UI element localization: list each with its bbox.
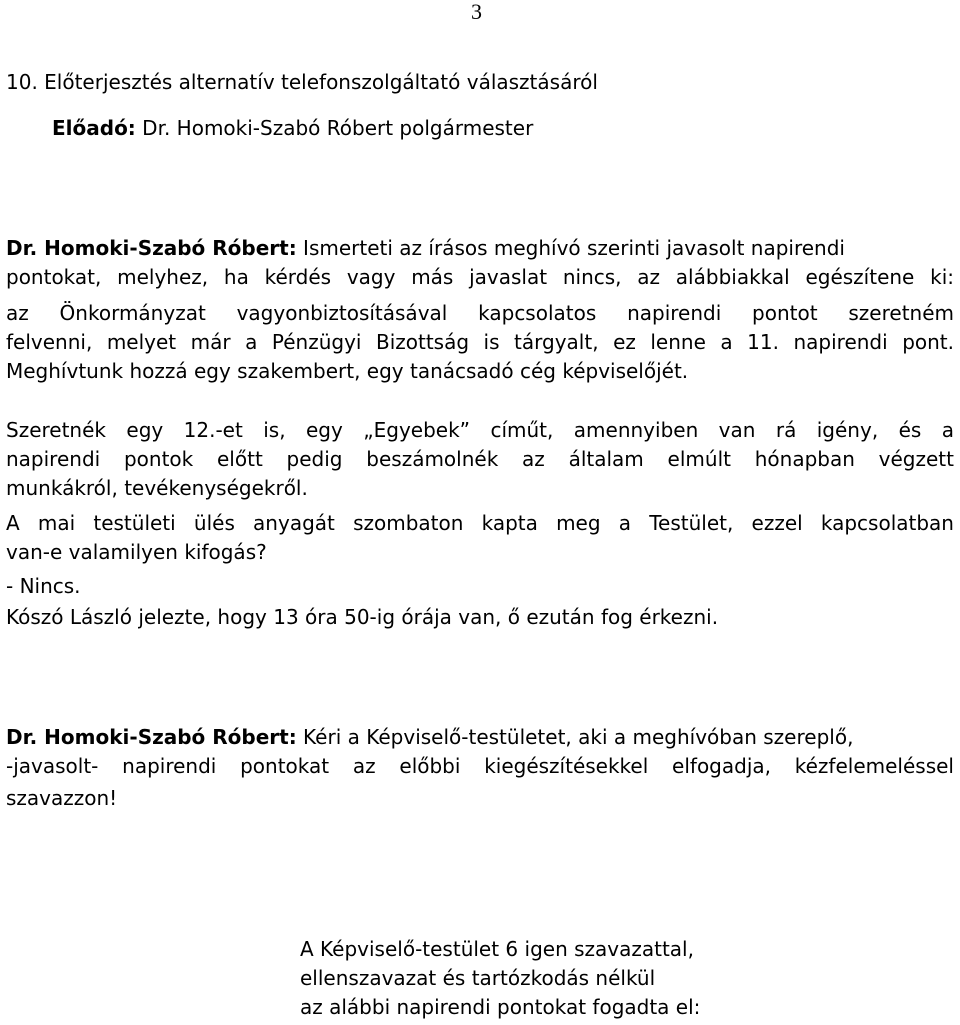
presenter-name: Dr. Homoki-Szabó Róbert polgármester [135, 116, 534, 140]
speech1-line-3: az Önkormányzat vagyonbiztosításával kapcsolatos napirendi pontot szeretném [6, 301, 954, 325]
page-number: 3 [471, 0, 482, 24]
speech2-line-1 [6, 723, 853, 752]
agenda-item-title: 10. Előterjesztés alternatív telefonszolgáltató választásáról [6, 70, 598, 94]
resolution-line-2: ellenszavazat és tartózkodás nélkül [300, 966, 656, 990]
resolution-line-1: A Képviselő-testület 6 igen szavazattal, [300, 937, 694, 961]
speaker-name: Dr. Homoki-Szabó Róbert: [6, 725, 297, 749]
speech1-line-2: pontokat, melyhez, ha kérdés vagy más javaslat nincs, az alábbiakkal egészítene ki: [6, 265, 954, 289]
speaker-name: Dr. Homoki-Szabó Róbert: [6, 236, 297, 260]
speech1-line-8: munkákról, tevékenységekről. [6, 476, 308, 500]
presenter-line [52, 114, 533, 143]
para2-line-4: Kószó László jelezte, hogy 13 óra 50-ig órája van, ő ezután fog érkezni. [6, 605, 719, 629]
speech1-line-5: Meghívtunk hozzá egy szakembert, egy tanácsadó cég képviselőjét. [6, 359, 689, 383]
speech2-line-3: szavazzon! [6, 786, 118, 810]
para2-line-1: A mai testületi ülés anyagát szombaton kapta meg a Testület, ezzel kapcsolatban [6, 511, 954, 535]
speech1-line-1 [6, 234, 845, 263]
speech2-line-2: -javasolt- napirendi pontokat az előbbi kiegészítésekkel elfogadja, kézfelemeléssel [6, 754, 954, 778]
para2-line-2: van-e valamilyen kifogás? [6, 540, 267, 564]
speech1-line-7: napirendi pontok előtt pedig beszámolnék az általam elmúlt hónapban végzett [6, 447, 954, 471]
speech1-line-4: felvenni, melyet már a Pénzügyi Bizottság is tárgyalt, ez lenne a 11. napirendi pont. [6, 330, 954, 354]
resolution-line-3: az alábbi napirendi pontokat fogadta el: [300, 995, 701, 1019]
speech-text: Kéri a Képviselő-testületet, aki a meghívóban szereplő, [296, 725, 854, 749]
para2-line-3: - Nincs. [6, 574, 81, 598]
presenter-label: Előadó: [52, 116, 136, 140]
speech1-line-6: Szeretnék egy 12.-et is, egy „Egyebek” címűt, amennyiben van rá igény, és a [6, 418, 954, 442]
speech-text: Ismerteti az írásos meghívó szerinti javasolt napirendi [296, 236, 845, 260]
